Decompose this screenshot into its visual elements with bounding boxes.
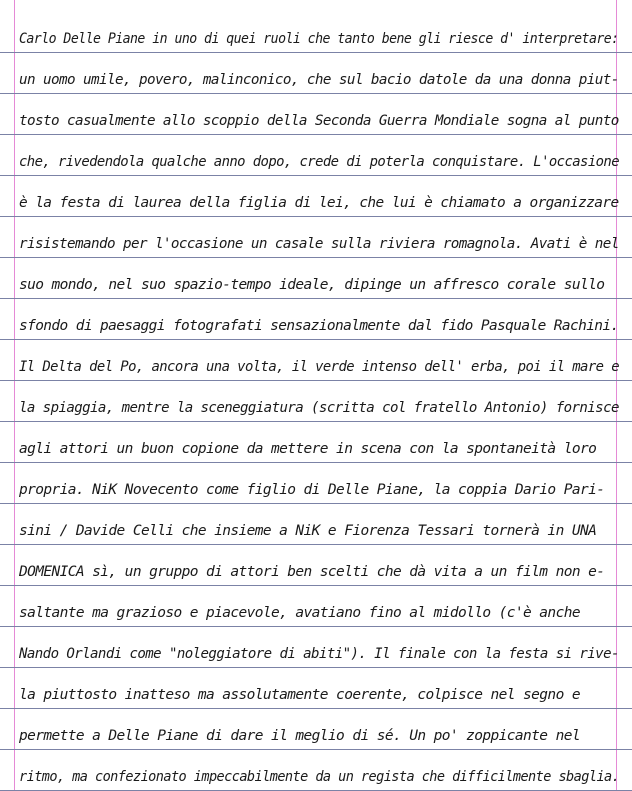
handwritten-line: DOMENICA sì, un gruppo di attori ben scelti che dà vita a un film non e- [19, 564, 605, 580]
handwritten-line: che, rivedendola qualche anno dopo, crede di poterla conquistare. L'occasione [19, 154, 619, 170]
ruled-line [0, 750, 632, 791]
ruled-line [0, 422, 632, 463]
ruled-line [0, 504, 632, 545]
handwritten-line: Nando Orlandi come "noleggiatore di abiti"). Il finale con la festa si rive- [19, 646, 619, 662]
ruled-line [0, 627, 632, 668]
ruled-line [0, 258, 632, 299]
ruled-line [0, 53, 632, 94]
handwritten-line: permette a Delle Piane di dare il meglio di sé. Un po' zoppicante nel [19, 728, 580, 744]
ruled-line [0, 176, 632, 217]
handwritten-line: è la festa di laurea della figlia di lei, che lui è chiamato a organizzare [19, 195, 619, 211]
ruled-line [0, 709, 632, 750]
ruled-line [0, 381, 632, 422]
ruled-line [0, 12, 632, 53]
handwritten-line: ritmo, ma confezionato impeccabilmente da un regista che difficilmente sbaglia. [19, 769, 620, 785]
ruled-line [0, 340, 632, 381]
handwritten-line: la spiaggia, mentre la sceneggiatura (scritta col fratello Antonio) fornisce [19, 400, 619, 416]
ruled-line [0, 94, 632, 135]
ruled-line [0, 668, 632, 709]
ruled-line [0, 545, 632, 586]
ruled-line [0, 586, 632, 627]
handwritten-line: suo mondo, nel suo spazio-tempo ideale, dipinge un affresco corale sullo [19, 277, 605, 293]
handwritten-line: Il Delta del Po, ancora una volta, il verde intenso dell' erba, poi il mare e [19, 359, 619, 375]
handwritten-line: propria. NiK Novecento come figlio di Delle Piane, la coppia Dario Pari- [19, 482, 605, 498]
handwritten-line: Carlo Delle Piane in uno di quei ruoli che tanto bene gli riesce d' interpretare: [19, 31, 619, 47]
handwritten-line: risistemando per l'occasione un casale sulla riviera romagnola. Avati è nel [19, 236, 619, 252]
ruled-line [0, 463, 632, 504]
ruled-line [0, 299, 632, 340]
handwritten-line: saltante ma grazioso e piacevole, avatiano fino al midollo (c'è anche [19, 605, 580, 621]
handwritten-line: tosto casualmente allo scoppio della Seconda Guerra Mondiale sogna al punto [19, 113, 619, 129]
handwritten-line: un uomo umile, povero, malinconico, che sul bacio datole da una donna piut- [19, 72, 619, 88]
handwritten-line: la piuttosto inatteso ma assolutamente coerente, colpisce nel segno e [19, 687, 580, 703]
handwritten-line: sfondo di paesaggi fotografati sensazionalmente dal fido Pasquale Rachini. [19, 318, 619, 334]
handwritten-line: agli attori un buon copione da mettere in scena con la spontaneità loro [19, 441, 597, 457]
handwritten-line: sini / Davide Celli che insieme a NiK e Fiorenza Tessari tornerà in UNA [19, 523, 597, 539]
ruled-line [0, 135, 632, 176]
ruled-line [0, 217, 632, 258]
